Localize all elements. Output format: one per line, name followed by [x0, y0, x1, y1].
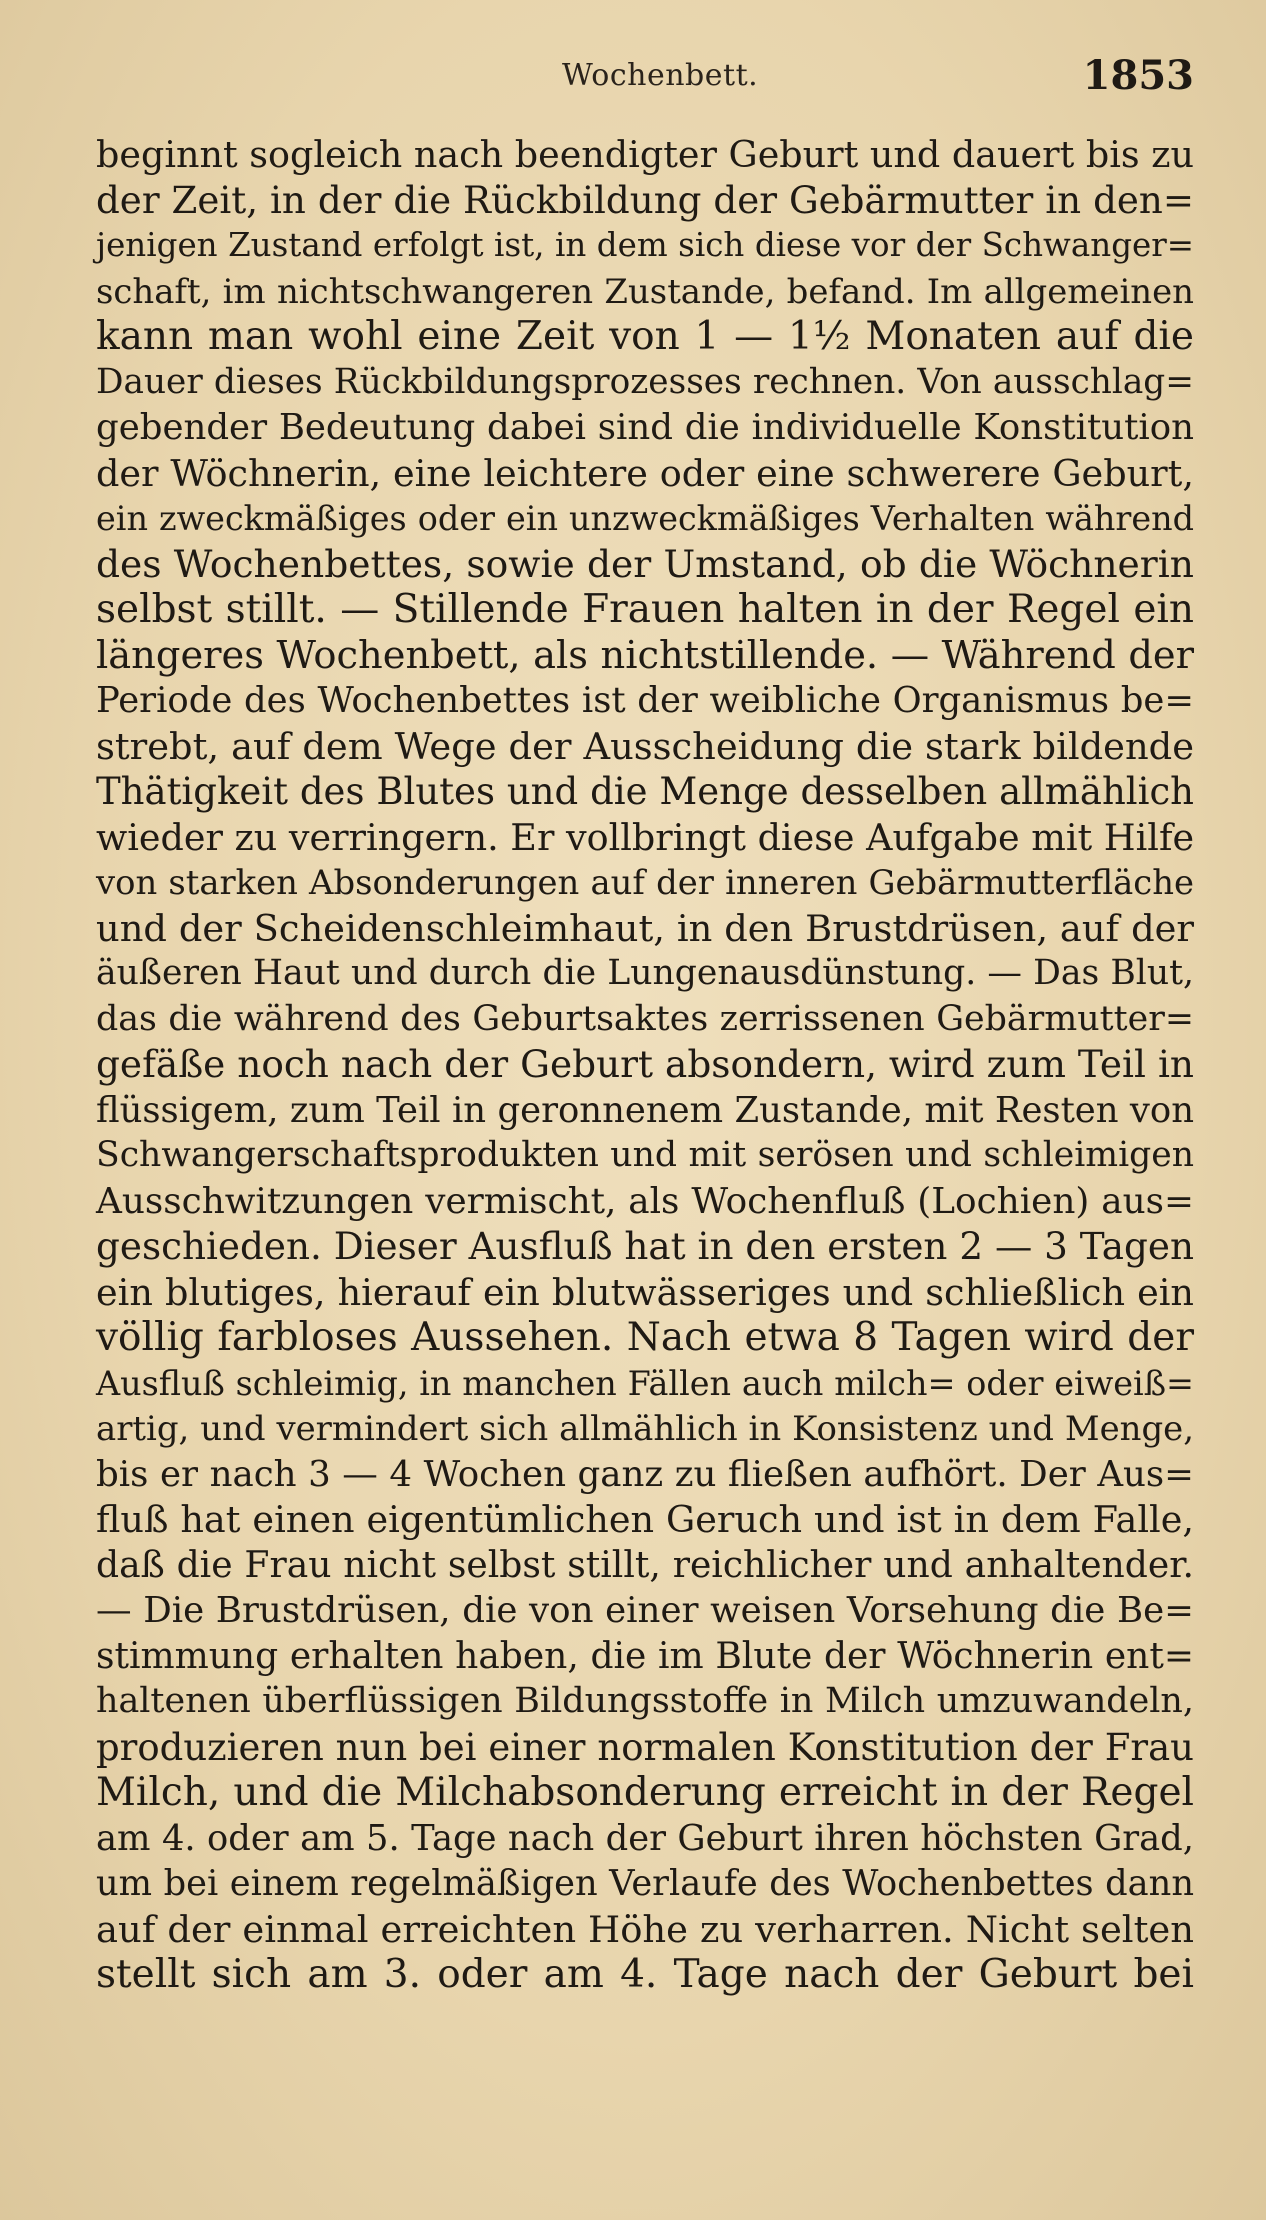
text-line: Thätigkeit des Blutes und die Menge desselben allmählich	[96, 770, 1194, 813]
text-line: jenigen Zustand erfolgt ist, in dem sich diese vor der Schwanger=	[96, 226, 1194, 264]
text-line: von starken Absonderungen auf der inneren Gebärmutterfläche	[96, 863, 1194, 902]
text-line: daß die Frau nicht selbst stillt, reichlicher und anhaltender.	[96, 1543, 1194, 1586]
text-line: auf der einmal erreichten Höhe zu verharren. Nicht selten	[96, 1907, 1194, 1951]
text-line: fluß hat einen eigentümlichen Geruch und ist in dem Falle,	[96, 1498, 1194, 1541]
text-line: Ausfluß schleimig, in manchen Fällen auch milch= oder eiweiß=	[96, 1363, 1194, 1403]
text-line: gebender Bedeutung dabei sind die individuelle Konstitution	[96, 407, 1194, 448]
page-header	[0, 52, 1266, 112]
text-line: der Wöchnerin, eine leichtere oder eine schwerere Geburt,	[96, 451, 1194, 495]
running-title: Wochenbett.	[562, 58, 759, 93]
text-line: haltenen überflüssigen Bildungsstoffe in Milch umzuwandeln,	[96, 1681, 1194, 1721]
text-line: — Die Brustdrüsen, die von einer weisen Vorsehung die Be=	[96, 1590, 1194, 1631]
text-line: beginnt sogleich nach beendigter Geburt und dauert bis zu	[96, 133, 1194, 176]
text-line: produzieren nun bei einer normalen Konstitution der Frau	[96, 1725, 1194, 1769]
text-line: geschieden. Dieser Ausfluß hat in den ersten 2 — 3 Tagen	[96, 1224, 1194, 1268]
text-line: um bei einem regelmäßigen Verlaufe des Wochenbettes dann	[96, 1863, 1194, 1904]
text-line: Ausschwitzungen vermischt, als Wochenfluß (Lochien) aus=	[96, 1180, 1194, 1222]
text-line: längeres Wochenbett, als nichtstillende. — Während der	[96, 632, 1194, 678]
text-line: stimmung erhalten haben, die im Blute der Wöchnerin ent=	[96, 1635, 1194, 1677]
text-line: das die während des Geburtsaktes zerrissenen Gebärmutter=	[96, 998, 1194, 1039]
text-line: ein zweckmäßiges oder ein unzweckmäßiges Verhalten während	[96, 499, 1194, 538]
text-line: äußeren Haut und durch die Lungenausdünstung. — Das Blut,	[96, 953, 1194, 993]
body-text	[96, 132, 1194, 1998]
text-line: des Wochenbettes, sowie der Umstand, ob die Wöchnerin	[96, 541, 1194, 586]
text-line: völlig farbloses Aussehen. Nach etwa 8 Tagen wird der	[96, 1315, 1194, 1360]
page-number: 1853	[1082, 52, 1194, 99]
text-line: gefäße noch nach der Geburt absondern, wird zum Teil in	[96, 1042, 1194, 1086]
text-line: bis er nach 3 — 4 Wochen ganz zu fließen aufhört. Der Aus=	[96, 1453, 1194, 1495]
text-line: artig, und vermindert sich allmählich in Konsistenz und Menge,	[96, 1409, 1194, 1448]
text-line: selbst stillt. — Stillende Frauen halten in der Regel ein	[96, 587, 1194, 632]
text-line: flüssigem, zum Teil in geronnenem Zustande, mit Resten von	[96, 1089, 1194, 1131]
text-line: Milch, und die Milchabsonderung erreicht in der Regel	[96, 1770, 1194, 1815]
text-line: wieder zu verringern. Er vollbringt diese Aufgabe mit Hilfe	[96, 815, 1195, 859]
text-line: und der Scheidenschleimhaut, in den Brustdrüsen, auf der	[96, 906, 1194, 950]
text-line: der Zeit, in der die Rückbildung der Gebärmutter in den=	[96, 177, 1194, 222]
text-line: am 4. oder am 5. Tage nach der Geburt ihren höchsten Grad,	[96, 1817, 1194, 1859]
text-line: schaft, im nichtschwangeren Zustande, befand. Im allgemeinen	[96, 271, 1194, 311]
text-line: Periode des Wochenbettes ist der weibliche Organismus be=	[96, 680, 1194, 721]
text-line: Schwangerschaftsprodukten und mit serösen und schleimigen	[96, 1135, 1194, 1175]
text-line: Dauer dieses Rückbildungsprozesses rechnen. Von ausschlag=	[96, 361, 1194, 402]
text-line: stellt sich am 3. oder am 4. Tage nach der Geburt bei	[96, 1952, 1194, 1997]
text-line: strebt, auf dem Wege der Ausscheidung die stark bildende	[96, 724, 1194, 768]
text-line: kann man wohl eine Zeit von 1 — 1½ Monaten auf die	[96, 314, 1194, 359]
text-line: ein blutiges, hierauf ein blutwässeriges und schließlich ein	[96, 1270, 1194, 1314]
